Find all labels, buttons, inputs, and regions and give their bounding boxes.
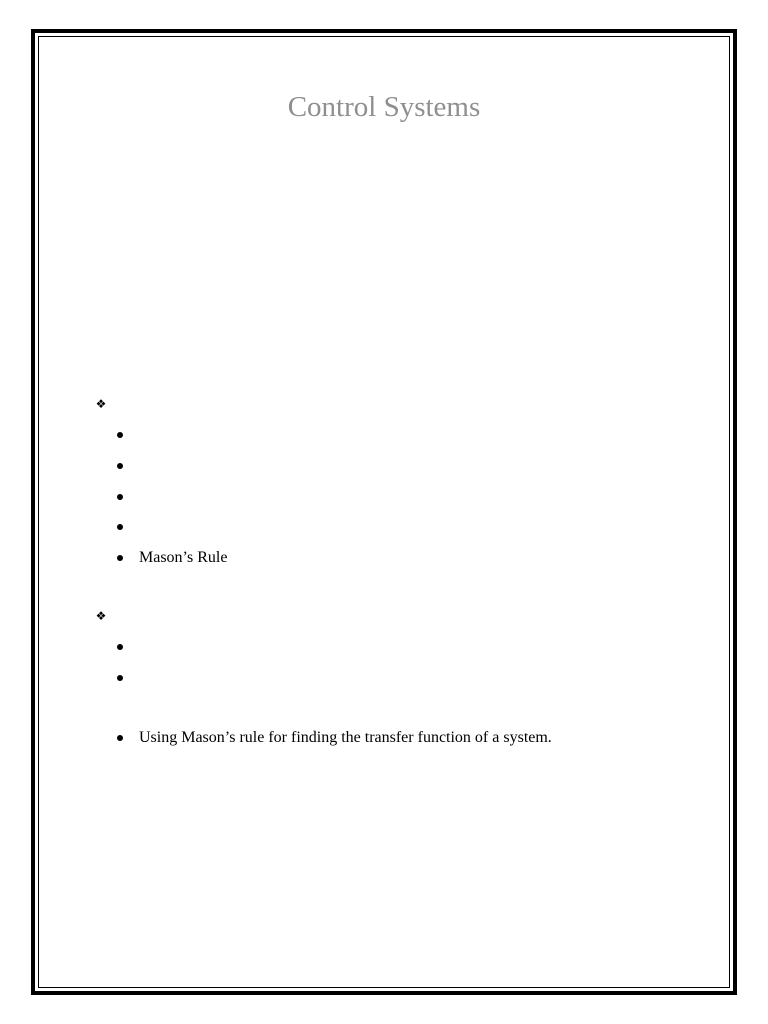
list-item <box>117 727 552 749</box>
four-diamond-icon: ❖ <box>95 609 107 623</box>
bullet-icon <box>117 735 123 741</box>
list-item <box>117 486 139 508</box>
bullet-icon <box>117 432 123 438</box>
bullet-icon <box>117 644 123 650</box>
list-item <box>117 667 139 689</box>
bullet-icon <box>117 675 123 681</box>
list-item-text: Mason’s Rule <box>139 549 228 566</box>
list-item <box>117 547 227 569</box>
four-diamond-icon: ❖ <box>95 397 107 411</box>
list-item <box>117 424 139 446</box>
list-item <box>117 516 139 538</box>
page-border-inner <box>38 36 730 988</box>
list-item <box>117 636 139 658</box>
page-title: Control Systems <box>287 91 481 123</box>
list-item <box>117 455 139 477</box>
bullet-icon <box>117 494 123 500</box>
bullet-icon <box>117 463 123 469</box>
list-item-text: Using Mason’s rule for finding the transfer function of a system. <box>139 729 552 746</box>
bullet-icon <box>117 524 123 530</box>
bullet-icon <box>117 555 123 561</box>
